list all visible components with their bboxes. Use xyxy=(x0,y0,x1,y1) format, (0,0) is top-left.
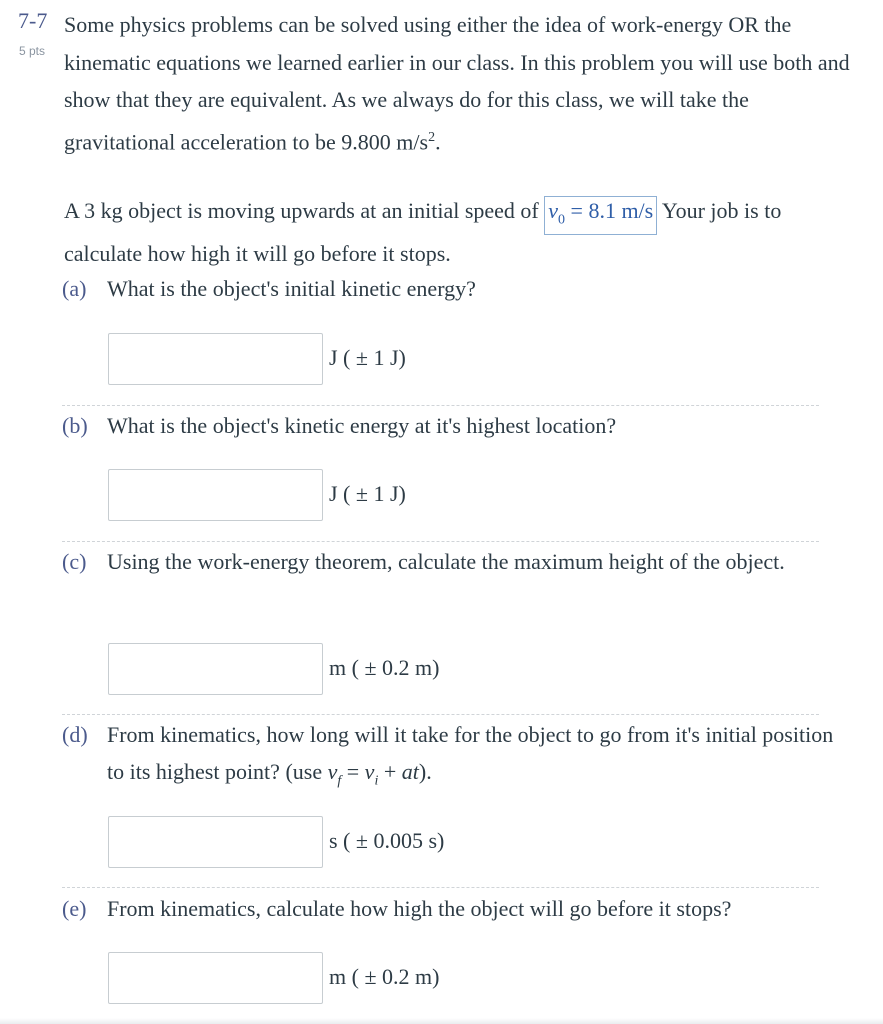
unit-e: m ( ± 0.2 m) xyxy=(329,964,440,989)
v0-subscript: 0 xyxy=(558,212,566,228)
formula-vi: v xyxy=(364,759,375,784)
unit-d: s ( ± 0.005 s) xyxy=(329,828,445,853)
part-question: Using the work-energy theorem, calculate the maximum height of the object. xyxy=(107,549,785,574)
v0-variable-box xyxy=(544,196,657,235)
part-d xyxy=(62,716,852,799)
answer-input-a[interactable] xyxy=(108,333,323,385)
formula-vf-sub: f xyxy=(337,773,342,789)
divider xyxy=(62,714,819,715)
part-b xyxy=(62,407,852,444)
part-question: What is the object's kinetic energy at it's highest location? xyxy=(107,413,617,438)
part-label: (d) xyxy=(62,722,88,747)
answer-input-b[interactable] xyxy=(108,469,323,521)
kinematic-formula xyxy=(327,759,419,789)
intro-exponent: 2 xyxy=(428,129,436,145)
unit-b: J ( ± 1 J) xyxy=(329,481,406,506)
formula-eq: = xyxy=(341,759,365,784)
v0-symbol: v xyxy=(548,198,559,223)
question-points: 5 pts xyxy=(19,44,46,58)
question-number: 7-7 xyxy=(18,8,48,33)
formula-at: at xyxy=(401,759,419,784)
answer-input-e[interactable] xyxy=(108,952,323,1004)
part-label: (b) xyxy=(62,413,88,438)
part-label: (e) xyxy=(62,896,87,921)
part-label: (a) xyxy=(62,276,87,301)
formula-plus: + xyxy=(378,759,402,784)
divider xyxy=(62,887,819,888)
part-question: What is the object's initial kinetic energy? xyxy=(107,276,476,301)
formula-vf: v xyxy=(327,759,338,784)
unit-a: J ( ± 1 J) xyxy=(329,345,406,370)
intro-text: Some physics problems can be solved using either the idea of work-energy OR the kinematic equations we learned earlier in our class. In this problem you will use both and show that they are equivalent. As we always do for this class, we will take the gravitational acceleration to be 9.800 m/s xyxy=(64,12,850,154)
formula-vi-sub: i xyxy=(374,773,379,789)
part-question-d xyxy=(107,716,837,799)
formula-end: ). xyxy=(418,759,432,784)
divider xyxy=(62,541,819,542)
divider xyxy=(62,405,819,406)
part-c xyxy=(62,543,852,580)
intro-end: . xyxy=(435,128,441,154)
setup-text-before: A 3 kg object is moving upwards at an initial speed of xyxy=(64,198,539,223)
part-question: From kinematics, how long will it take for the object to go from it's initial position to its highest point? (use xyxy=(107,722,834,784)
part-question: From kinematics, calculate how high the object will go before it stops? xyxy=(107,896,732,921)
part-e xyxy=(62,890,852,927)
problem-setup xyxy=(64,192,854,273)
bottom-shadow xyxy=(0,1018,883,1024)
part-label: (c) xyxy=(62,549,87,574)
unit-c: m ( ± 0.2 m) xyxy=(329,655,440,680)
setup-text-after: Your job is to calculate how high it will go before it stops. xyxy=(64,198,782,267)
question-intro xyxy=(64,6,854,160)
answer-input-c[interactable] xyxy=(108,643,323,695)
answer-input-d[interactable] xyxy=(108,816,323,868)
v0-value: = 8.1 m/s xyxy=(565,198,654,223)
part-a xyxy=(62,270,852,307)
